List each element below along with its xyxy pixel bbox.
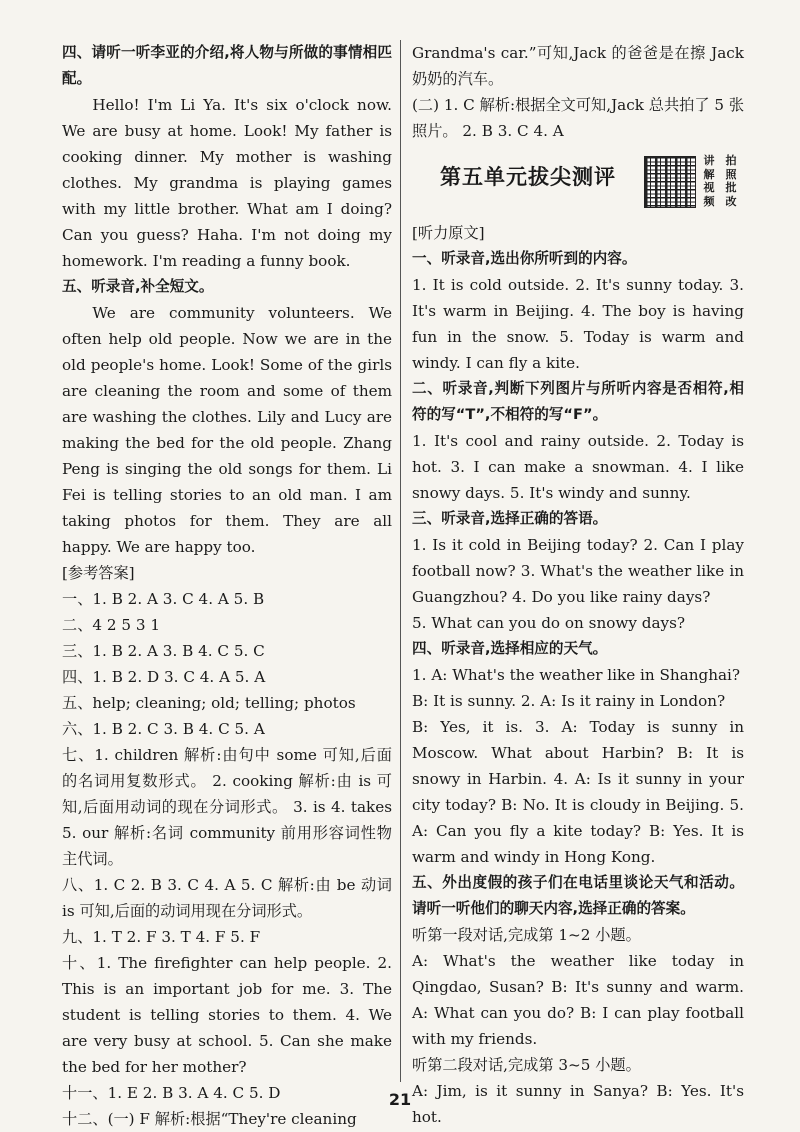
- section-heading: 五、外出度假的孩子们在电话里谈论天气和活动。请听一听他们的聊天内容,选择正确的答案。: [412, 874, 744, 917]
- paragraph: 1. It's cool and rainy outside. 2. Today is hot. 3. I can make a snowman. 4. I like snowy days. 5. It's windy and sunny.: [412, 432, 744, 502]
- qr-badge-char: 改: [725, 194, 737, 208]
- qr-badge-char: 批: [725, 181, 737, 194]
- section-heading: 二、听录音,判断下列图片与所听内容是否相符,相符的写“T”,不相符的写“F”。: [412, 380, 744, 423]
- qr-code-icon[interactable]: [644, 156, 696, 208]
- right-top-block: [412, 40, 744, 144]
- paragraph: 五、help; cleaning; old; telling; photos: [62, 694, 356, 712]
- paragraph: Grandma's car.”可知,Jack 的爸爸是在擦 Jack 奶奶的汽车。: [412, 44, 744, 88]
- paragraph: 八、1. C 2. B 3. C 4. A 5. C 解析:由 be 动词 is 可知,后面的动词用现在分词形式。: [62, 876, 392, 920]
- paragraph: 四、1. B 2. D 3. C 4. A 5. A: [62, 668, 266, 686]
- paragraph: 1. A: What's the weather like in Shanghai?: [412, 666, 741, 684]
- right-bottom-block: [412, 220, 744, 1130]
- section-heading: 五、听录音,补全短文。: [62, 278, 214, 295]
- paragraph: 听第一段对话,完成第 1~2 小题。: [412, 926, 641, 944]
- paragraph: B: Yes, it is. 3. A: Today is sunny in Moscow. What about Harbin? B: It is snowy in Harbin. 4. A: Is it sunny in your city today? B: No. It is cloudy in Beijing. 5. A: Can you fly a kite today? B: Yes. It is warm and windy in Hong Kong.: [412, 718, 744, 866]
- qr-badge-char: 拍: [725, 154, 737, 167]
- paragraph: 三、1. B 2. A 3. B 4. C 5. C: [62, 642, 265, 660]
- paragraph: 十一、1. E 2. B 3. A 4. C 5. D: [62, 1084, 281, 1102]
- column-divider: [400, 40, 401, 1082]
- paragraph: Hello! I'm Li Ya. It's six o'clock now. We are busy at home. Look! My father is cooking dinner. My mother is washing clothes. My grandma is playing games with my little brother. What am I doing? Can you guess? Haha. I'm not doing my homework. I'm reading a funny book.: [62, 96, 392, 270]
- paragraph: [听力原文]: [412, 224, 485, 242]
- paragraph: [参考答案]: [62, 564, 135, 582]
- right-column: [412, 40, 744, 1130]
- qr-badge-char: 频: [703, 194, 715, 208]
- paragraph: (二) 1. C 解析:根据全文可知,Jack 总共拍了 5 张照片。 2. B 3. C 4. A: [412, 96, 745, 140]
- qr-badge: [698, 154, 742, 208]
- paragraph: 5. What can you do on snowy days?: [412, 614, 686, 632]
- paragraph: 听第二段对话,完成第 3~5 小题。: [412, 1056, 641, 1074]
- paragraph: 二、4 2 5 3 1: [62, 616, 160, 634]
- qr-badge-char: 视: [703, 181, 715, 194]
- page-number: 21: [388, 1090, 412, 1109]
- paragraph: 1. Is it cold in Beijing today? 2. Can I play football now? 3. What's the weather like in Guangzhou? 4. Do you like rainy days?: [412, 536, 744, 606]
- qr-badge-char: 解: [703, 167, 715, 181]
- section-heading: 三、听录音,选择正确的答语。: [412, 510, 608, 527]
- paragraph: 七、1. children 解析:由句中 some 可知,后面的名词用复数形式。 2. cooking 解析:由 is 可知,后面用动词的现在分词形式。 3. is 4. takes 5. our 解析:名词 community 前用形容词性物主代词。: [62, 746, 392, 868]
- qr-badge-char: 照: [725, 167, 737, 181]
- section-heading: 四、听录音,选择相应的天气。: [412, 640, 608, 657]
- paragraph: We are community volunteers. We often help old people. Now we are in the old people's home. Look! Some of the girls are cleaning the room and some of them are washing the clothes. Lily and Lucy are making the bed for the old people. Zhang Peng is singing the old songs for them. Li Fei is telling stories to an old man. I am taking photos for them. They are all happy. We are happy too.: [62, 304, 392, 556]
- paragraph: 十二、(一) F 解析:根据“They're cleaning: [62, 1110, 357, 1128]
- qr-badge-char: 讲: [703, 154, 715, 167]
- left-column: [62, 40, 392, 1132]
- paragraph: A: What's the weather like today in Qingdao, Susan? B: It's sunny and warm. A: What can you do? B: I can play football with my friends.: [412, 952, 744, 1048]
- section-heading: 四、请听一听李亚的介绍,将人物与所做的事情相匹配。: [62, 44, 392, 87]
- paragraph: 九、1. T 2. F 3. T 4. F 5. F: [62, 928, 261, 946]
- unit-banner: [412, 152, 744, 216]
- section-heading: 一、听录音,选出你所听到的内容。: [412, 250, 637, 267]
- paragraph: 六、1. B 2. C 3. B 4. C 5. A: [62, 720, 265, 738]
- paragraph: 十、1. The firefighter can help people. 2. This is an important job for me. 3. The student is telling stories to them. 4. We are very busy at school. 5. Can she make the bed for her mother?: [62, 954, 392, 1076]
- paragraph: 1. It is cold outside. 2. It's sunny today. 3. It's warm in Beijing. 4. The boy is having fun in the snow. 5. Today is warm and windy. I can fly a kite.: [412, 276, 744, 372]
- paragraph: B: It is sunny. 2. A: Is it rainy in London?: [412, 692, 726, 710]
- paragraph: 一、1. B 2. A 3. C 4. A 5. B: [62, 590, 265, 608]
- unit-title: 第五单元拔尖测评: [440, 165, 616, 189]
- paragraph: A: Jim, is it sunny in Sanya? B: Yes. It's hot.: [412, 1082, 744, 1126]
